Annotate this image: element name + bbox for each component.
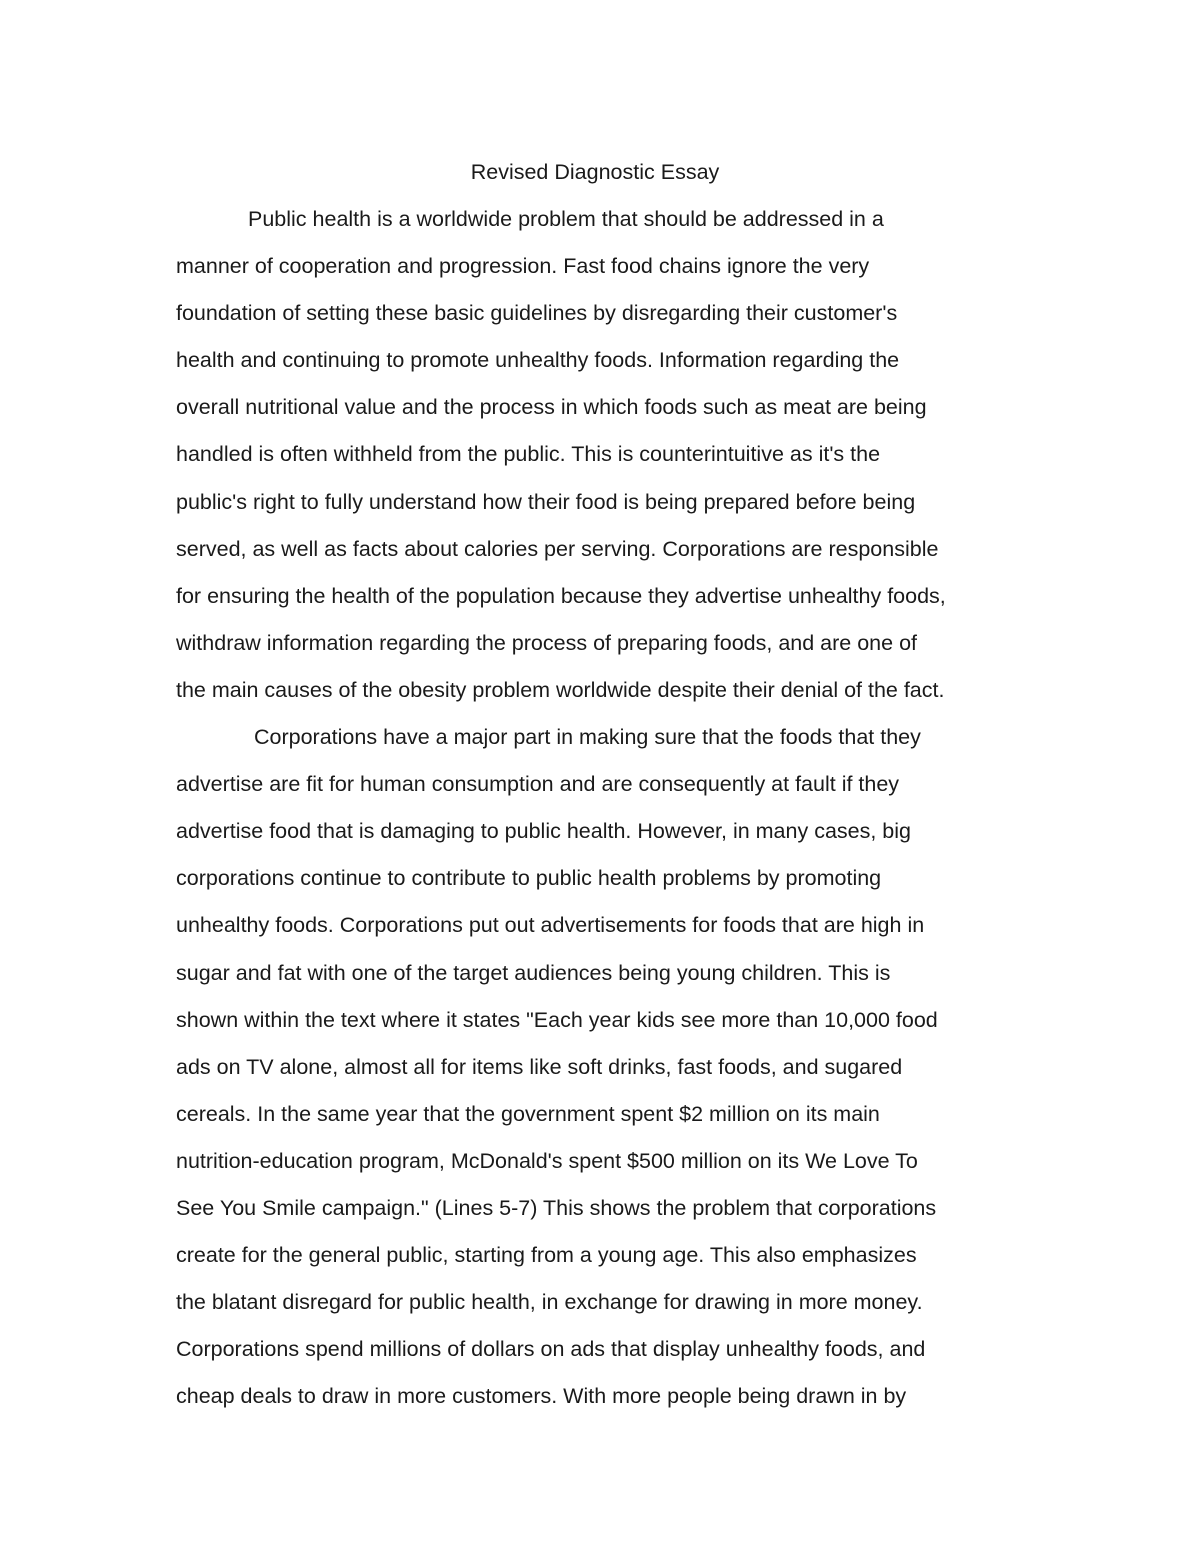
paragraph-line: for ensuring the health of the population because they advertise unhealthy foods, <box>176 583 946 608</box>
paragraph-line: served, as well as facts about calories per serving. Corporations are responsible <box>176 536 939 561</box>
essay-body <box>176 203 1036 1427</box>
paragraph-line: create for the general public, starting from a young age. This also emphasizes <box>176 1243 917 1268</box>
paragraph-line: handled is often withheld from the public. This is counterintuitive as it's the <box>176 442 881 467</box>
paragraph-line: shown within the text where it states "Each year kids see more than 10,000 food <box>176 1007 938 1032</box>
paragraph-line: sugar and fat with one of the target audiences being young children. This is <box>176 960 891 985</box>
paragraph-line: withdraw information regarding the process of preparing foods, and are one of <box>176 630 917 655</box>
paragraph-line: ads on TV alone, almost all for items like soft drinks, fast foods, and sugared <box>176 1054 903 1079</box>
paragraph-line: Corporations spend millions of dollars on ads that display unhealthy foods, and <box>176 1337 926 1362</box>
paragraph-line: cheap deals to draw in more customers. With more people being drawn in by <box>176 1384 907 1409</box>
paragraph-line: Public health is a worldwide problem that should be addressed in a <box>248 207 884 231</box>
paragraph-line: unhealthy foods. Corporations put out advertisements for foods that are high in <box>176 913 925 938</box>
paragraph-line: cereals. In the same year that the government spent $2 million on its main <box>176 1101 880 1126</box>
paragraph-line: Corporations have a major part in making sure that the foods that they <box>254 725 921 750</box>
paragraph-line: health and continuing to promote unhealthy foods. Information regarding the <box>176 348 900 373</box>
paragraph-line: corporations continue to contribute to public health problems by promoting <box>176 866 882 891</box>
paragraph-line: overall nutritional value and the process in which foods such as meat are being <box>176 395 927 420</box>
paragraph-line: public's right to fully understand how their food is being prepared before being <box>176 489 916 514</box>
paragraph-line: nutrition-education program, McDonald's spent $500 million on its We Love To <box>176 1148 918 1173</box>
paragraph-line: manner of cooperation and progression. Fast food chains ignore the very <box>176 254 870 279</box>
paragraph-line: the blatant disregard for public health, in exchange for drawing in more money. <box>176 1290 923 1315</box>
paragraph-line: advertise are fit for human consumption and are consequently at fault if they <box>176 772 900 797</box>
paragraph-line: See You Smile campaign." (Lines 5-7) This shows the problem that corporations <box>176 1195 937 1220</box>
paragraph-line: advertise food that is damaging to public health. However, in many cases, big <box>176 819 911 844</box>
paragraph-line: foundation of setting these basic guidelines by disregarding their customer's <box>176 301 898 326</box>
essay-title: Revised Diagnostic Essay <box>470 160 720 184</box>
paragraph-line: the main causes of the obesity problem worldwide despite their denial of the fact. <box>176 677 945 702</box>
